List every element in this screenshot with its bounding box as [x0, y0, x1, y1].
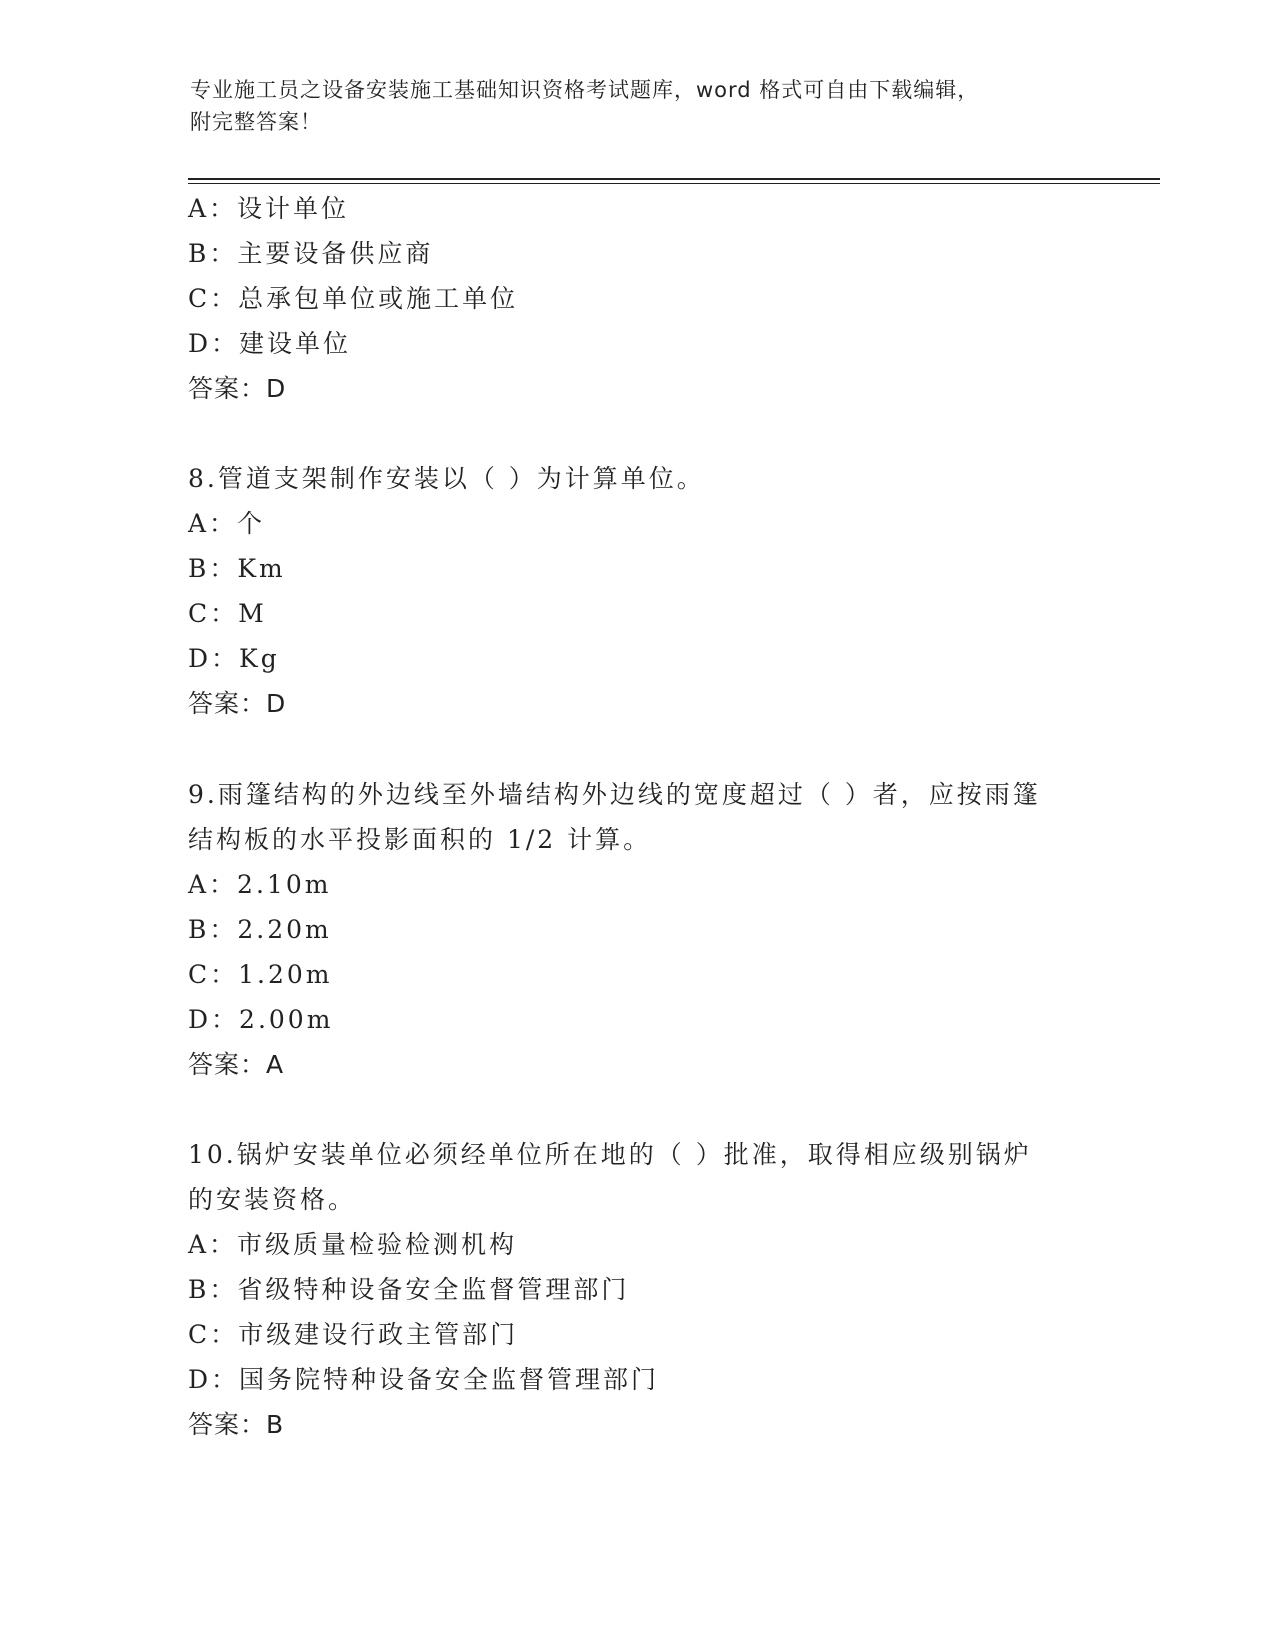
q7-option-c: C：总承包单位或施工单位: [188, 284, 519, 313]
header-divider-thick: [188, 178, 1160, 180]
q10-answer: 答案：B: [188, 1410, 285, 1439]
q9-option-d: D：2.00m: [188, 1005, 334, 1034]
q10-option-c: C：市级建设行政主管部门: [188, 1320, 519, 1349]
q10-question-line-2: 的安装资格。: [188, 1185, 357, 1214]
q7-option-b: B：主要设备供应商: [188, 239, 434, 268]
q7-answer: 答案：D: [188, 374, 287, 403]
q8-option-b: B：Km: [188, 554, 286, 583]
q10-option-a: A：市级质量检验检测机构: [188, 1230, 518, 1259]
q8-option-c: C：M: [188, 599, 267, 628]
header-divider-thin: [188, 183, 1160, 184]
q10-option-b: B：省级特种设备安全监督管理部门: [188, 1275, 630, 1304]
q9-option-c: C：1.20m: [188, 960, 333, 989]
q9-question-line-2: 结构板的水平投影面积的 1/2 计算。: [188, 825, 652, 854]
q7-option-a: A：设计单位: [188, 194, 350, 223]
q8-question: 8.管道支架制作安装以（ ）为计算单位。: [188, 464, 705, 493]
q10-question-line-1: 10.锅炉安装单位必须经单位所在地的（ ）批准，取得相应级别锅炉: [188, 1140, 1032, 1169]
header-title-line-1: 专业施工员之设备安装施工基础知识资格考试题库，word 格式可自由下载编辑，: [190, 78, 980, 102]
document-header: [190, 74, 1090, 138]
q9-answer: 答案：A: [188, 1050, 285, 1079]
q8-answer: 答案：D: [188, 689, 287, 718]
q9-option-a: A：2.10m: [188, 870, 332, 899]
q7-option-d: D：建设单位: [188, 329, 352, 358]
q8-option-d: D：Kg: [188, 644, 280, 673]
q10-option-d: D：国务院特种设备安全监督管理部门: [188, 1365, 660, 1394]
q8-option-a: A：个: [188, 509, 266, 538]
q9-option-b: B：2.20m: [188, 915, 332, 944]
header-title-line-2: 附完整答案！: [190, 110, 322, 134]
q9-question-line-1: 9.雨篷结构的外边线至外墙结构外边线的宽度超过（ ）者，应按雨篷: [188, 780, 1041, 809]
